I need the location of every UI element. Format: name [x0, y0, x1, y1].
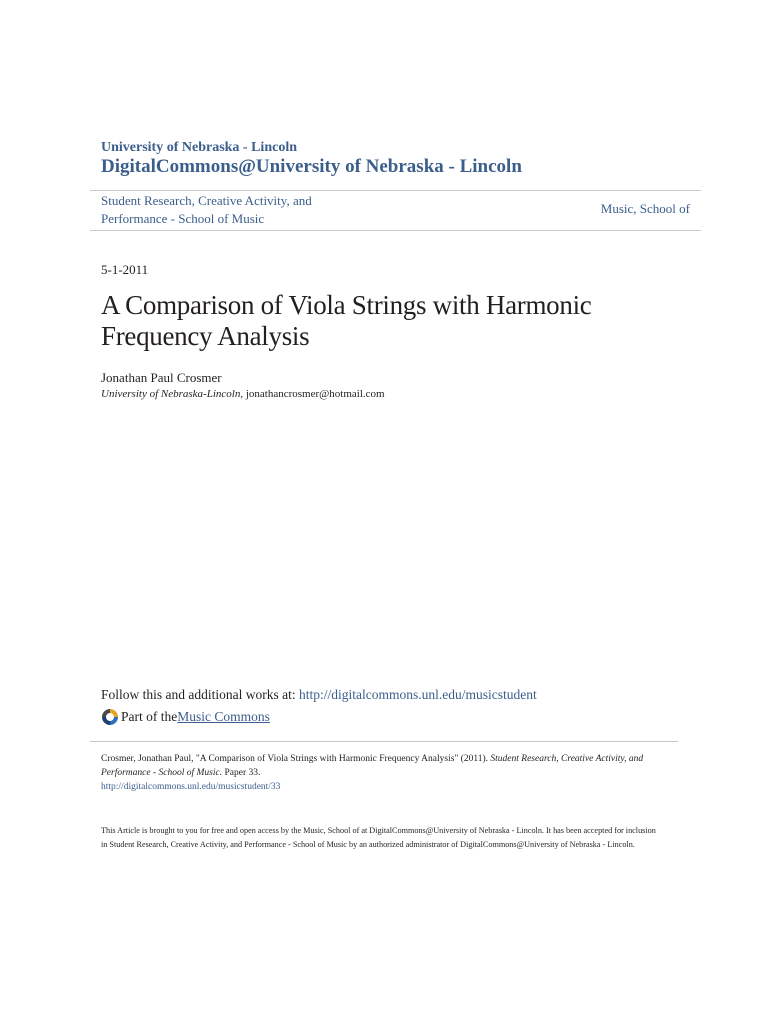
- citation-paper-number: Paper 33.: [222, 768, 261, 778]
- citation-series: Student Research, Creative Activity, and Performance - School of Music.: [101, 754, 644, 778]
- commons-network-icon: [101, 708, 119, 726]
- paper-title: A Comparison of Viola Strings with Harmonic Frequency Analysis: [101, 290, 592, 351]
- author-affiliation: [101, 388, 385, 400]
- open-access-statement: This Article is brought to you for free and open access by the Music, School of at DigitalCommons@University of Nebraska - Lincoln. It has been accepted for inclusion in Student Research, Creative Activity, and Performance - School of Music by an authorized administrator of DigitalCommons@University of Nebraska - Lincoln.: [101, 826, 656, 849]
- music-commons-link[interactable]: Music Commons: [177, 709, 270, 724]
- author-name: Jonathan Paul Crosmer: [101, 370, 222, 385]
- author-email: jonathancrosmer@hotmail.com: [245, 388, 385, 400]
- follow-url-link[interactable]: http://digitalcommons.unl.edu/musicstudent: [299, 687, 537, 702]
- citation-url-link[interactable]: http://digitalcommons.unl.edu/musicstudent/33: [101, 782, 281, 792]
- part-of-label: Part of the: [121, 709, 178, 724]
- university-name-link[interactable]: University of Nebraska - Lincoln: [101, 140, 297, 155]
- repository-name-link[interactable]: DigitalCommons@University of Nebraska - Lincoln: [101, 156, 522, 177]
- publication-date: 5-1-2011: [101, 262, 149, 277]
- part-of-line: [101, 708, 270, 726]
- header-divider-top: [90, 190, 701, 191]
- citation-divider: [90, 741, 678, 742]
- header-divider-bottom: [90, 230, 701, 231]
- recommended-citation: [101, 752, 661, 794]
- follow-label: Follow this and additional works at:: [101, 687, 299, 702]
- collection-link[interactable]: Student Research, Creative Activity, and Performance - School of Music: [101, 193, 312, 226]
- affiliation-institution: University of Nebraska-Lincoln: [101, 388, 241, 400]
- citation-text: Crosmer, Jonathan Paul, "A Comparison of Viola Strings with Harmonic Frequency Analysis" (2011).: [101, 754, 491, 764]
- follow-line: [101, 687, 537, 703]
- affiliation-separator: ,: [240, 388, 246, 400]
- department-link[interactable]: Music, School of: [600, 201, 690, 216]
